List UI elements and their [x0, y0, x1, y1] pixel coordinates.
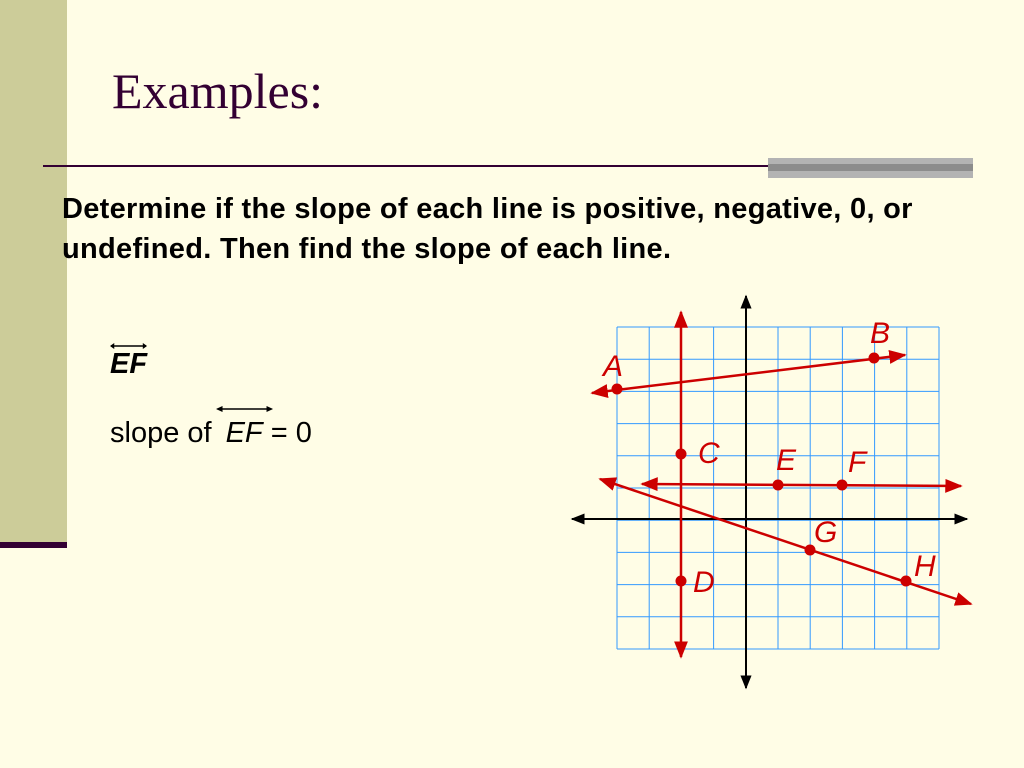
label-a: A [603, 350, 624, 383]
label-b: B [870, 317, 891, 350]
title-divider-accent [768, 158, 973, 178]
coordinate-graph [560, 290, 980, 700]
point-c [676, 449, 687, 460]
slope-answer [110, 417, 312, 450]
answer-line-text: EF [225, 417, 263, 449]
point-h [901, 576, 912, 587]
line-overbar-icon [216, 405, 273, 413]
label-g: G [814, 516, 838, 549]
problem-prompt: Determine if the slope of each line is positive, negative, 0, or undefined. Then find the slope of each line. [62, 193, 913, 265]
answer-line-name [226, 417, 263, 450]
point-b [869, 353, 880, 364]
line-name-ef [110, 348, 147, 381]
line-ef [642, 484, 961, 486]
line-ab [592, 355, 905, 393]
line-overbar-icon [110, 342, 147, 350]
answer-prefix: slope of [110, 417, 212, 449]
side-decoration-bar-foot [0, 542, 67, 548]
slide-title: Examples: [112, 63, 324, 119]
point-e [773, 480, 784, 491]
label-f: F [848, 446, 867, 479]
label-c: C [698, 437, 720, 470]
point-a [612, 384, 623, 395]
point-f [837, 480, 848, 491]
line-gh [600, 479, 971, 604]
line-name-text: EF [110, 348, 148, 380]
side-decoration-bar [0, 0, 67, 545]
point-d [676, 576, 687, 587]
answer-suffix: = 0 [262, 417, 312, 449]
label-d: D [693, 566, 715, 599]
label-h: H [914, 550, 936, 583]
label-e: E [776, 444, 797, 477]
title-divider [43, 165, 768, 167]
